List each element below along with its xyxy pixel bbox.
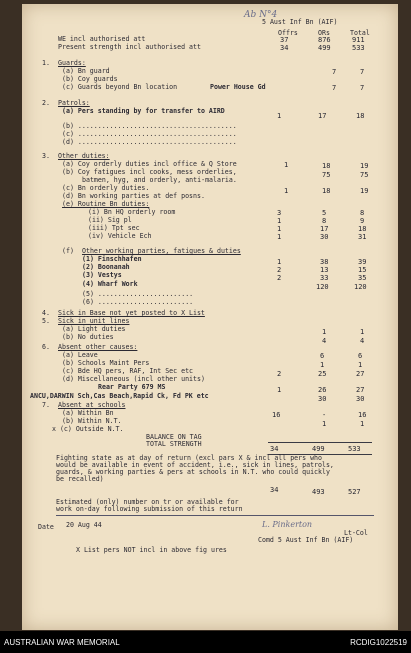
sec3-a-ors: 18 (322, 162, 331, 170)
sec2-a-ors: 17 (318, 112, 327, 120)
handwritten-note: Ab N°4 (244, 10, 278, 20)
secf-2-total: 15 (358, 266, 367, 274)
sec6-b-total: 1 (358, 361, 363, 369)
sec3-eiv-ors: 30 (320, 233, 329, 241)
total-strength-label: TOTAL STRENGTH (146, 440, 202, 448)
sec2-item-d: (d) ........................................ (62, 138, 237, 146)
sec1-item-c-extra: Power House Gd (210, 83, 266, 91)
sec5-a-ors: 1 (322, 328, 327, 336)
fighting-line-3: guards, & working parties & pers at schools in N.T. who could quickly (56, 468, 330, 476)
balance-offrs: 34 (270, 445, 279, 453)
sec3-item-e-iv: (iv) Vehicle Ech (88, 232, 152, 240)
sec3-item-a: (a) Coy orderly duties incl office & Q Store (62, 160, 237, 168)
secf-label: (f) (62, 247, 74, 255)
fighting-total: 527 (348, 488, 361, 496)
sec3-num: 3. (42, 152, 50, 160)
sec3-b-ors: 75 (322, 171, 331, 179)
sec3-eii-offrs: 1 (277, 217, 282, 225)
sec3-ei-ors: 5 (322, 209, 327, 217)
sec3-eiii-total: 18 (358, 225, 367, 233)
sec3-c-ors: 18 (322, 187, 331, 195)
row-we-total: 911 (352, 36, 365, 44)
x-list-note: X List pers NOT incl in above fig ures (76, 546, 227, 554)
sec5-b-total: 4 (360, 337, 365, 345)
sec3-c-total: 19 (360, 187, 369, 195)
balance-label: BALANCE ON TAG (146, 433, 202, 441)
footer-archive: AUSTRALIAN WAR MEMORIAL (4, 638, 120, 647)
sec2-num: 2. (42, 99, 50, 107)
secf-item-2: (2) Boonanah (82, 263, 130, 271)
sec1-item-b: (b) Coy guards (62, 75, 118, 83)
signature-rank: Lt-Col (344, 529, 368, 537)
sec1-title: Guards: (58, 59, 86, 67)
sec4-title: Sick in Base not yet posted to X List (58, 309, 205, 317)
sec5-num: 5. (42, 317, 50, 325)
fighting-ors: 493 (312, 488, 325, 496)
signature: L. Pinkerton (262, 520, 313, 529)
secf-item-6: (6) ........................ (82, 298, 194, 306)
sec6-item-b: (b) Schools Maint Pers (62, 359, 150, 367)
row-we-ors: 876 (318, 36, 331, 44)
sec6-title: Absent other causes: (58, 343, 138, 351)
sec3-item-e-ii: (ii) Sig pl (88, 216, 132, 224)
sec2-a-offrs: 1 (277, 112, 282, 120)
document-page (22, 4, 398, 630)
sec7-a-total: 16 (358, 411, 367, 419)
sec7-a-ors: - (322, 411, 327, 419)
sec1-item-c: (c) Guards beyond Bn location (62, 83, 178, 91)
balance-total: 533 (348, 445, 361, 453)
sec3-title: Other duties: (58, 152, 110, 160)
secf-3-offrs: 2 (277, 274, 282, 282)
sec6-item-a: (a) Leave (62, 351, 98, 359)
sec6-rear-total: 27 (356, 386, 365, 394)
sec1-a-ors: 7 (332, 68, 337, 76)
sec1-a-total: 7 (360, 68, 365, 76)
col-offrs: Offrs (278, 29, 298, 37)
sec3-item-b: (b) Coy fatigues incl cooks, mess orderlies, (62, 168, 237, 176)
sec7-b-ors: 1 (322, 420, 327, 428)
sec3-item-d: (d) Bn working parties at def posns. (62, 192, 205, 200)
secf-item-3: (3) Vestys (82, 271, 122, 279)
secf-4-total: 120 (354, 283, 367, 291)
sec3-item-e-i: (i) Bn HQ orderly room (88, 208, 176, 216)
estimated-rule (56, 515, 374, 516)
col-total: Total (350, 29, 370, 37)
row-present-label: Present strength incl authorised att (58, 43, 201, 51)
sec2-title: Patrols: (58, 99, 90, 107)
secf-item-5: (5) ........................ (82, 290, 194, 298)
fighting-offrs: 34 (270, 486, 279, 494)
sec6-num: 6. (42, 343, 50, 351)
sec5-title: Sick in unit lines (58, 317, 130, 325)
sec5-a-total: 1 (360, 328, 365, 336)
sec3-b-total: 75 (360, 171, 369, 179)
secf-item-1: (1) Finschhafen (82, 255, 142, 263)
fighting-line-1: Fighting state as at day of return (excl pars X & incl all pers who (56, 454, 322, 462)
sec3-eiv-total: 31 (358, 233, 367, 241)
sec6-ancu-ors: 30 (318, 395, 327, 403)
sec7-title: Absent at schools (58, 401, 126, 409)
sec6-a-total: 6 (358, 352, 363, 360)
balance-ors: 499 (312, 445, 325, 453)
row-present-offrs: 34 (280, 44, 289, 52)
row-we-label: WE incl authorised att (58, 35, 146, 43)
sec7-item-b: (b) Within N.T. (62, 417, 122, 425)
date-label: Date (38, 523, 54, 531)
footer-id: RCDIG1022519 (350, 638, 407, 647)
sec6-rear-offrs: 1 (277, 386, 282, 394)
sec6-item-c: (c) Bde HQ pers, RAF, Int Sec etc (62, 367, 194, 375)
fighting-line-2: would be available in event of accident, i.e., sick in lines, patrols, (56, 461, 334, 469)
sec6-item-d-ancu: ANCU,DARWIN Sch,Cas Beach,Rapid Ck, Fd PK etc (30, 392, 209, 400)
sec6-rear-ors: 26 (318, 386, 327, 394)
sec6-item-d-rear: Rear Party 679 MS (98, 383, 166, 391)
secf-4-ors: 120 (316, 283, 329, 291)
sec6-c-total: 27 (356, 370, 365, 378)
sec3-eiii-ors: 17 (320, 225, 329, 233)
sec6-c-offrs: 2 (277, 370, 282, 378)
sec1-item-a: (a) Bn guard (62, 67, 110, 75)
sec6-a-ors: 6 (320, 352, 325, 360)
secf-2-ors: 13 (320, 266, 329, 274)
sec5-item-a: (a) Light duties (62, 325, 126, 333)
sec3-eii-ors: 8 (322, 217, 327, 225)
sec3-c-offrs: 1 (284, 187, 289, 195)
sec3-a-total: 19 (360, 162, 369, 170)
sec3-item-e: (e) Routine Bn duties: (62, 200, 150, 208)
sec6-b-ors: 1 (320, 361, 325, 369)
sec1-c-total: 7 (360, 84, 365, 92)
secf-2-offrs: 2 (277, 266, 282, 274)
secf-3-total: 35 (358, 274, 367, 282)
sec3-a-offrs: 1 (284, 161, 289, 169)
sec5-item-b: (b) No duties (62, 333, 114, 341)
sec3-eii-total: 9 (360, 217, 365, 225)
sec7-a-offrs: 16 (272, 411, 281, 419)
estimated-line-1: Estimated (only) number on tr or available for (56, 498, 239, 506)
date-value: 20 Aug 44 (66, 521, 102, 529)
row-we-offrs: 37 (280, 36, 289, 44)
sec6-ancu-total: 30 (356, 395, 365, 403)
sec3-eiii-offrs: 1 (277, 225, 282, 233)
total-rule (268, 442, 372, 443)
row-present-total: 533 (352, 44, 365, 52)
sec2-a-total: 18 (356, 112, 365, 120)
sec1-num: 1. (42, 59, 50, 67)
sec7-item-c: x (c) Outside N.T. (52, 425, 124, 433)
sec3-ei-total: 8 (360, 209, 365, 217)
estimated-line-2: work on-day following submission of this return (56, 505, 243, 513)
secf-1-total: 39 (358, 258, 367, 266)
signature-title: Comd 5 Aust Inf Bn (AIF) (258, 536, 354, 544)
fighting-line-4: be recalled) (56, 475, 104, 483)
sec2-item-a: (a) Pers standing by for transfer to AIRD (62, 107, 225, 115)
sec3-item-e-iii: (iii) Tpt sec (88, 224, 140, 232)
sec3-item-c: (c) Bn orderly duties. (62, 184, 150, 192)
row-present-ors: 499 (318, 44, 331, 52)
sec3-item-b-cont: batmen, hyg, and orderly, anti-malaria. (82, 176, 237, 184)
secf-3-ors: 33 (320, 274, 329, 282)
sec2-item-b: (b) ........................................ (62, 122, 237, 130)
sec7-num: 7. (42, 401, 50, 409)
secf-1-offrs: 1 (277, 258, 282, 266)
sec6-item-d: (d) Miscellaneous (incl other units) (62, 375, 205, 383)
sec3-eiv-offrs: 1 (277, 233, 282, 241)
secf-1-ors: 38 (320, 258, 329, 266)
col-ors: ORs (318, 29, 330, 37)
sec1-c-ors: 7 (332, 84, 337, 92)
archive-footer (0, 631, 411, 653)
sec2-item-c: (c) ........................................ (62, 130, 237, 138)
sec7-item-a: (a) Within Bn (62, 409, 114, 417)
secf-item-4: (4) Wharf Work (82, 280, 138, 288)
secf-title: Other working parties, fatigues & duties (82, 247, 241, 255)
sec6-c-ors: 25 (318, 370, 327, 378)
sec4-num: 4. (42, 309, 50, 317)
sec7-b-total: 1 (360, 420, 365, 428)
unit-title: 5 Aust Inf Bn (AIF) (262, 18, 338, 26)
sec3-ei-offrs: 3 (277, 209, 282, 217)
sec5-b-ors: 4 (322, 337, 327, 345)
